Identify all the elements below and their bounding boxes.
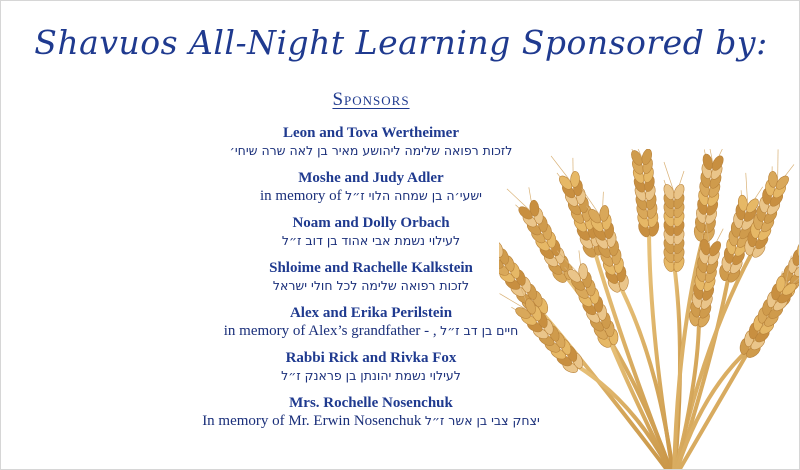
sponsor-name: Alex and Erika Perilstein <box>289 305 453 321</box>
hebrew-dedication: ישעי׳ה בן שמחה הלוי ז״ל <box>345 188 482 203</box>
sponsor-name: Mrs. Rochelle Nosenchuk <box>289 395 453 411</box>
dedication-prefix: In memory of Mr. Erwin Nosenchuk <box>202 413 422 429</box>
sponsor-dedication <box>1 142 741 160</box>
sponsor-dedication <box>1 187 741 205</box>
hebrew-dedication: לזכות רפואה שלימה ליהושע מאיר בן לאה שרה שיחי׳ <box>229 143 513 158</box>
hebrew-dedication: יצחק צבי בן אשר ז״ל <box>424 413 540 428</box>
sponsor-entry <box>1 170 741 205</box>
hebrew-dedication: חיים בן דב ז״ל <box>440 323 519 338</box>
sponsor-list <box>1 125 741 430</box>
sponsor-dedication <box>1 277 741 295</box>
sponsor-dedication <box>1 367 741 385</box>
sponsor-dedication <box>1 322 741 340</box>
sponsor-entry <box>1 215 741 250</box>
sponsor-name: Noam and Dolly Orbach <box>292 215 450 231</box>
sponsor-name: Leon and Tova Wertheimer <box>283 125 459 141</box>
sponsor-entry <box>1 125 741 160</box>
sponsors-heading: Sponsors <box>332 89 410 110</box>
sponsor-dedication <box>1 412 741 430</box>
hebrew-dedication: לזכות רפואה שלימה לכל חולי ישראל <box>272 278 470 293</box>
sponsor-entry <box>1 395 741 430</box>
hebrew-dedication: לעילוי נשמת יהונתן בן פראנק ז״ל <box>281 368 461 383</box>
sponsor-name: Shloime and Rachelle Kalkstein <box>269 260 473 276</box>
page-title: Shavuos All-Night Learning Sponsored by: <box>34 23 768 62</box>
sponsor-entry <box>1 350 741 385</box>
sponsor-name: Moshe and Judy Adler <box>298 170 444 186</box>
sponsor-name: Rabbi Rick and Rivka Fox <box>285 350 457 366</box>
sponsor-entry <box>1 305 741 340</box>
dedication-prefix: in memory of <box>260 188 342 204</box>
hebrew-dedication: לעילוי נשמת אבי אהוד בן דוב ז״ל <box>281 233 461 248</box>
sponsor-entry <box>1 260 741 295</box>
sponsor-dedication <box>1 232 741 250</box>
dedication-prefix: in memory of Alex’s grandfather - , <box>223 323 437 339</box>
